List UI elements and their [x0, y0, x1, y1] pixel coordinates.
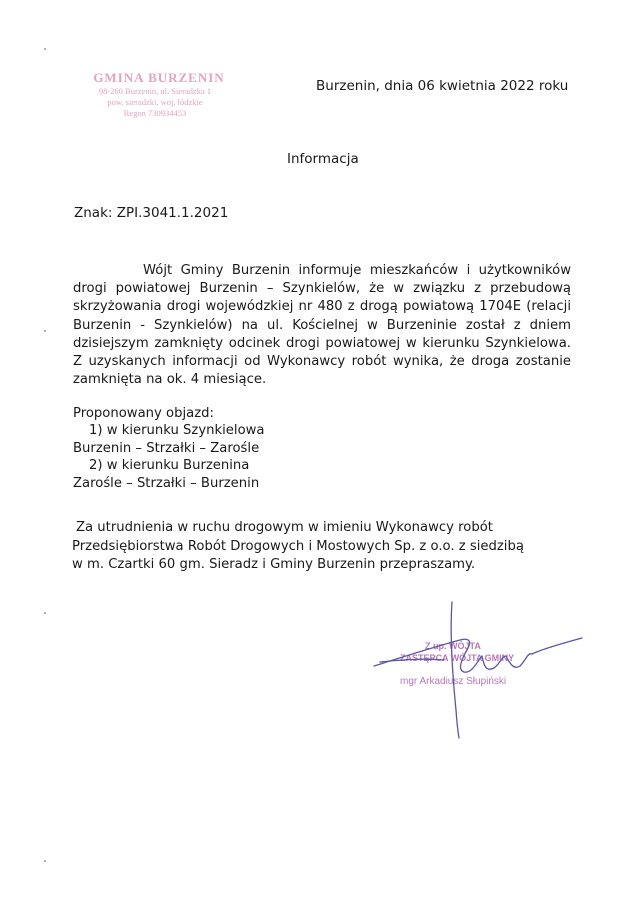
stamp-regon: Regon 730934453	[123, 108, 187, 118]
closing-section	[72, 519, 524, 575]
document-title: Informacja	[287, 151, 359, 167]
detour-route2-direction: 2) w kierunku Burzenina	[89, 458, 250, 474]
body-paragraph: Wójt Gminy Burzenin informuje mieszkańców i użytkowników drogi powiatowej Burzenin – Szynkielów, że w związku z przebudową skrzyżowania drogi wojewódzkiej nr 480 z drogą powiatową 1704E (relacji Burzenin - Szynkielów) na ul. Kościelnej w Burzeninie został z dniem dzisiejszym zamknięty odcinek drogi powiatowej w kierunku Szynkielowa. Z uzyskanych informacji od Wykonawcy robót wynika, że droga zostanie zamknięta na ok. 4 miesiące.	[73, 263, 571, 388]
signature-stamp-line-3: mgr Arkadiusz Słupiński	[400, 676, 507, 687]
reference-number: Znak: ZPI.3041.1.2021	[74, 205, 229, 221]
municipality-stamp	[70, 70, 240, 119]
detour-section	[73, 405, 265, 492]
scan-speck	[44, 48, 46, 50]
detour-route2-path: Zarośle – Strzałki – Burzenin	[73, 475, 260, 491]
signature-stamp-line-1: Z up. WÓJTA	[425, 641, 481, 651]
scan-speck	[44, 612, 46, 614]
scan-speck	[44, 860, 46, 862]
detour-route1-path: Burzenin – Strzałki – Zarośle	[73, 440, 260, 456]
detour-route1-direction: 1) w kierunku Szynkielowa	[89, 423, 265, 439]
dateline: Burzenin, dnia 06 kwietnia 2022 roku	[316, 78, 569, 94]
closing-line-1: Za utrudnienia w ruchu drogowym w imieniu Wykonawcy robót	[76, 520, 493, 535]
detour-intro: Proponowany objazd:	[73, 406, 214, 421]
closing-line-3: w m. Czartki 60 gm. Sieradz i Gminy Burzenin przepraszamy.	[72, 557, 476, 572]
stamp-address: 98-260 Burzenin, ul. Sieradzka 1	[98, 86, 212, 96]
scan-speck	[44, 330, 46, 332]
closing-line-2: Przedsiębiorstwa Robót Drogowych i Mostowych Sp. z o.o. z siedzibą	[72, 538, 524, 554]
stamp-district: pow. sieradzki, woj. łódzkie	[107, 97, 203, 107]
stamp-name: GMINA BURZENIN	[93, 70, 225, 85]
handwritten-signature	[360, 600, 600, 740]
signature-stamp-line-2: ZASTĘPCA WÓJTA GMINY	[400, 653, 515, 663]
